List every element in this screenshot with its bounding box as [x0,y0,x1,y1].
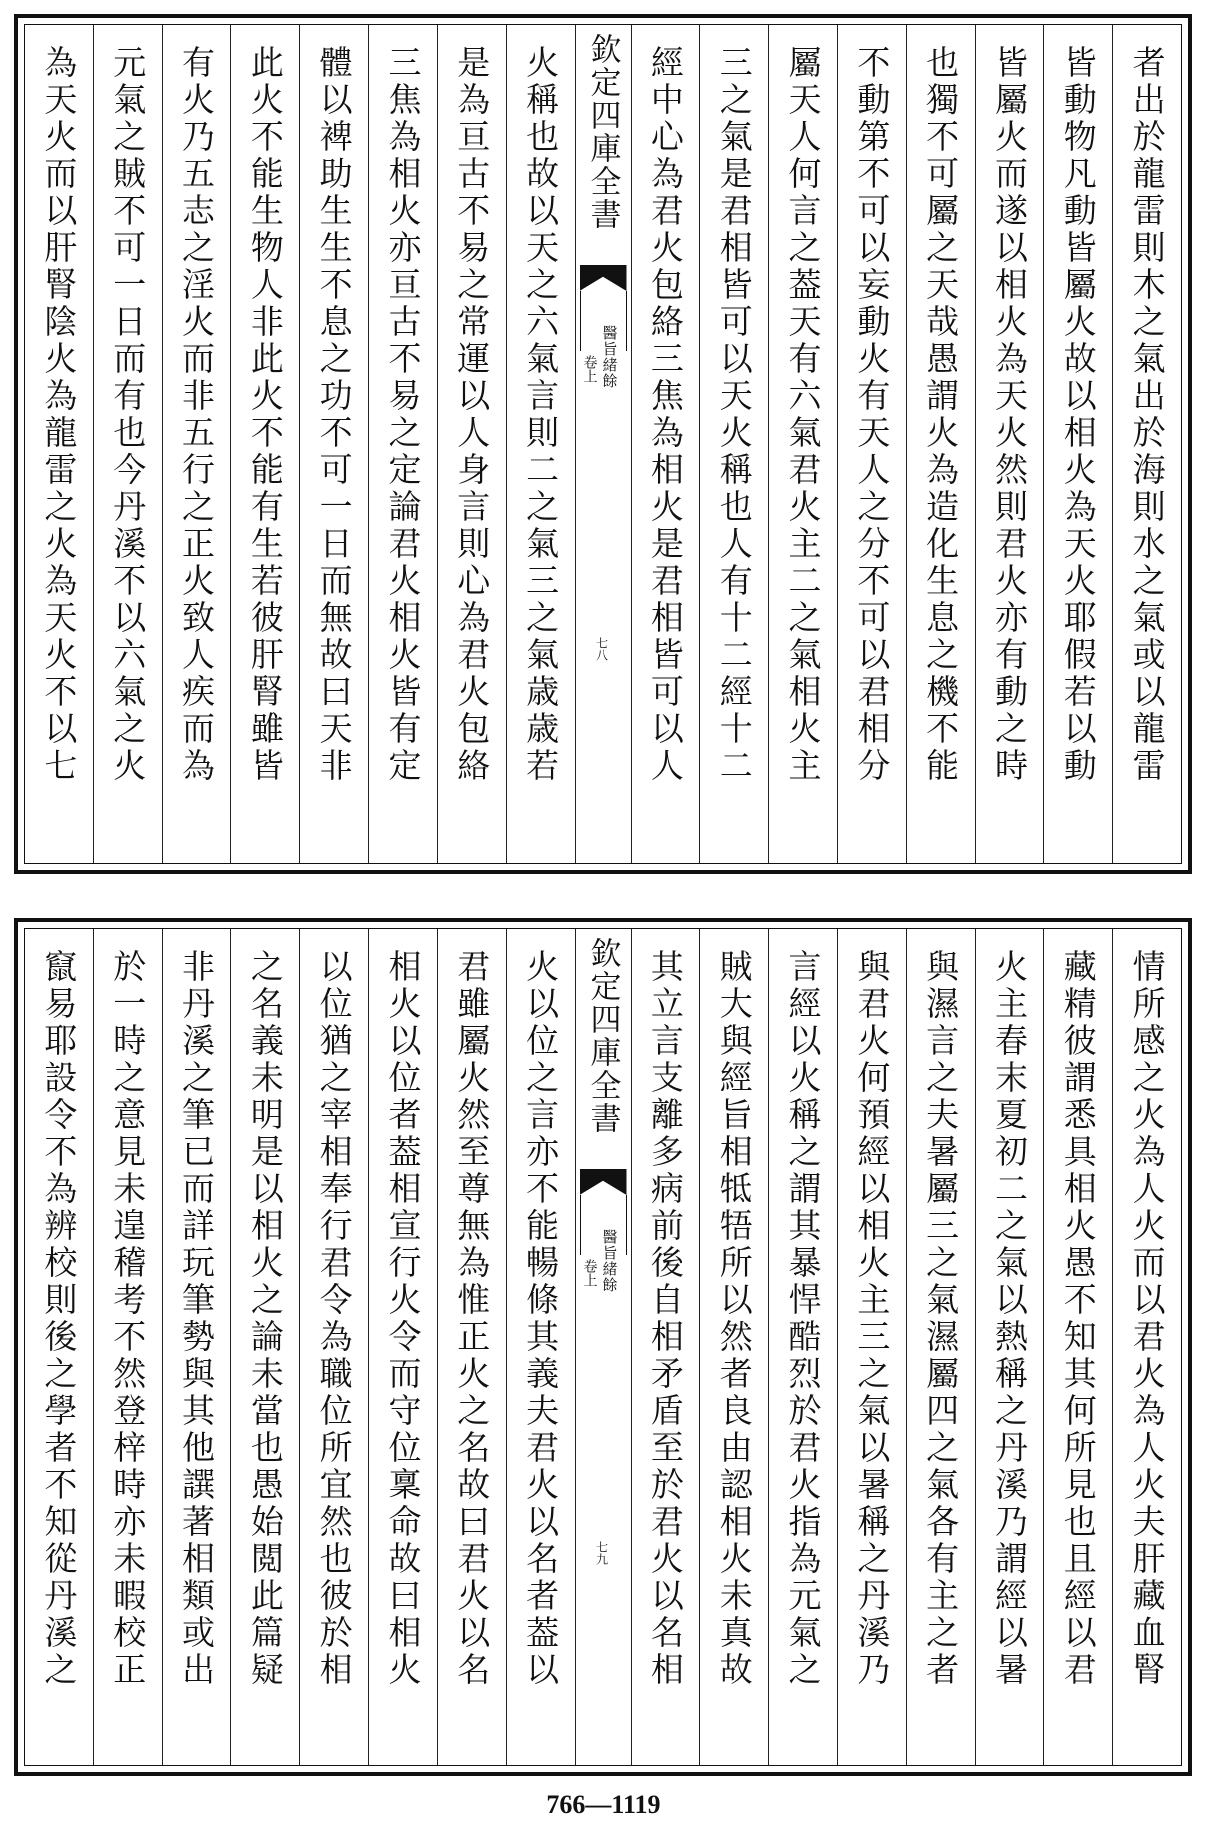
text-column: 也獨不可屬之天哉愚謂火為造化生息之機不能 [906,25,975,863]
text-column: 竄易耶設令不為辨校則後之學者不知從丹溪之 [39,949,79,1689]
center-fold [575,929,631,1765]
fish-tail-mark [580,265,627,291]
text-column: 賊大與經旨相牴牾所以然者良由認相火未真故 [699,929,768,1765]
text-column: 三焦為相火亦亘古不易之定論君火相火皆有定 [368,25,437,863]
top-page [14,14,1192,874]
bottom-page-frame [24,928,1182,1766]
bottom-page [14,918,1192,1776]
text-column: 體以裨助生生不息之功不可一日而無故曰天非 [299,25,368,863]
text-column: 此火不能生物人非此火不能有生若彼肝腎雖皆 [230,25,299,863]
text-column: 與濕言之夫暑屬三之氣濕屬四之氣各有主之者 [906,929,975,1765]
text-column: 之名義未明是以相火之論未當也愚始閲此篇疑 [230,929,299,1765]
library-title: 欽定四庫全書 [584,33,621,231]
text-column: 火主春末夏初二之氣以熱稱之丹溪乃謂經以暑 [975,929,1044,1765]
text-column: 非丹溪之筆已而詳玩筆勢與其他譔著相類或出 [162,929,231,1765]
page-number: 七八 [594,637,609,661]
scan-page-number: 766—1119 [546,1790,661,1819]
fish-tail-mark [580,1169,627,1195]
text-column: 藏精彼謂悉具相火愚不知其何所見也且經以君 [1043,929,1112,1765]
center-fold [575,25,631,863]
text-column: 是為亘古不易之常運以人身言則心為君火包絡 [437,25,506,863]
library-title: 欽定四庫全書 [584,937,621,1135]
book-title: 醫旨緒餘 [600,325,619,389]
text-column: 皆屬火而遂以相火為天火然則君火亦有動之時 [975,25,1044,863]
text-column: 以位猶之宰相奉行君令為職位所宜然也彼於相 [299,929,368,1765]
text-column: 情所感之火為人火而以君火為人火夫肝藏血腎 [1112,929,1181,1765]
text-column: 皆動物凡動皆屬火故以相火為天火耶假若以動 [1043,25,1112,863]
text-column: 君雖屬火然至尊無為惟正火之名故曰君火以名 [437,929,506,1765]
volume-label: 卷上 [581,355,598,383]
text-column: 相火以位者葢相宣行火令而守位稟命故曰相火 [368,929,437,1765]
text-column: 有火乃五志之淫火而非五行之正火致人疾而為 [162,25,231,863]
text-column: 火稱也故以天之六氣言則二之氣三之氣歳歳若 [506,25,575,863]
text-column: 者出於龍雷則木之氣出於海則水之氣或以龍雷 [1112,25,1181,863]
text-column: 言經以火稱之謂其暴悍酷烈於君火指為元氣之 [768,929,837,1765]
text-column: 其立言支離多病前後自相矛盾至於君火以名相 [631,929,700,1765]
text-column: 不動第不可以妄動火有天人之分不可以君相分 [837,25,906,863]
text-column: 與君火何預經以相火主三之氣以暑稱之丹溪乃 [837,929,906,1765]
text-column: 為天火而以肝腎陰火為龍雷之火為天火不以七 [39,45,79,785]
page-number: 七九 [594,1541,609,1565]
volume-label: 卷上 [581,1259,598,1287]
text-column: 於一時之意見未遑稽考不然登梓時亦未暇校正 [93,929,162,1765]
text-column: 元氣之賊不可一日而有也今丹溪不以六氣之火 [93,25,162,863]
text-column: 經中心為君火包絡三焦為相火是君相皆可以人 [631,25,700,863]
text-column: 火以位之言亦不能暢條其義夫君火以名者葢以 [506,929,575,1765]
text-column: 屬天人何言之葢天有六氣君火主二之氣相火主 [768,25,837,863]
book-title: 醫旨緒餘 [600,1229,619,1293]
text-column: 三之氣是君相皆可以天火稱也人有十二經十二 [699,25,768,863]
top-page-frame [24,24,1182,864]
